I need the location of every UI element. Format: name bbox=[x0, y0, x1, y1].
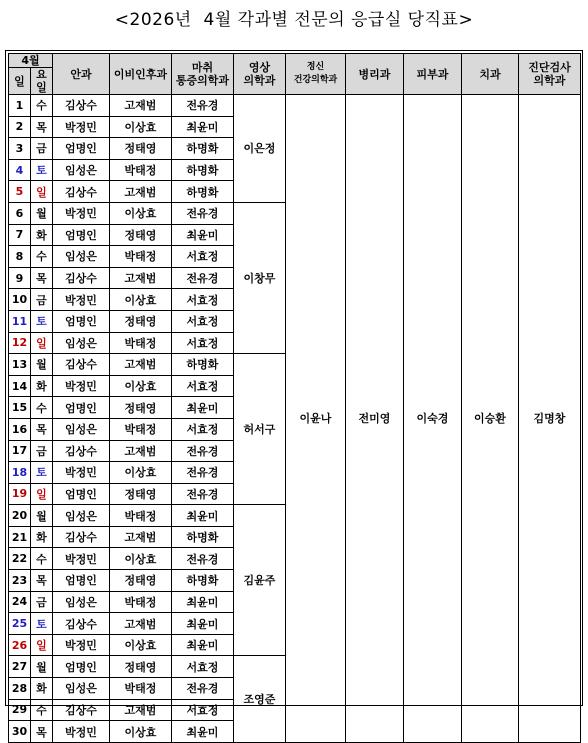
day-cell: 2 bbox=[9, 116, 31, 138]
anesthesiology-cell: 하명화 bbox=[172, 526, 234, 548]
ophthalmology-cell: 임성은 bbox=[53, 591, 110, 613]
weekday-cell: 토 bbox=[31, 310, 53, 332]
anesthesiology-cell: 최윤미 bbox=[172, 721, 234, 743]
ophthalmology-cell: 박정민 bbox=[53, 462, 110, 484]
ophthalmology-cell: 엄명인 bbox=[53, 397, 110, 419]
anesthesiology-cell: 최윤미 bbox=[172, 397, 234, 419]
ent-cell: 정태영 bbox=[110, 224, 172, 246]
anesthesiology-cell: 최윤미 bbox=[172, 505, 234, 527]
anesthesiology-cell: 전유경 bbox=[172, 548, 234, 570]
psychiatry-cell: 이윤나 bbox=[286, 95, 346, 743]
ent-cell: 정태영 bbox=[110, 656, 172, 678]
day-cell: 4 bbox=[9, 159, 31, 181]
day-cell: 27 bbox=[9, 656, 31, 678]
col-header-text: 진단검사 의학과 bbox=[528, 61, 571, 87]
day-cell: 8 bbox=[9, 246, 31, 268]
pathology-cell: 전미영 bbox=[346, 95, 404, 743]
weekday-cell: 금 bbox=[31, 138, 53, 160]
weekday-cell: 수 bbox=[31, 548, 53, 570]
col-header-text: 정신 건강의학과 bbox=[293, 62, 338, 85]
ent-cell: 이상효 bbox=[110, 375, 172, 397]
ophthalmology-cell: 김상수 bbox=[53, 440, 110, 462]
day-cell: 24 bbox=[9, 591, 31, 613]
day-cell: 15 bbox=[9, 397, 31, 419]
day-cell: 16 bbox=[9, 418, 31, 440]
day-cell: 22 bbox=[9, 548, 31, 570]
weekday-cell: 일 bbox=[31, 332, 53, 354]
ent-cell: 고재범 bbox=[110, 354, 172, 376]
col-header: 이비인후과 bbox=[110, 54, 172, 95]
col-header: 피부과 bbox=[404, 54, 462, 95]
radiology-cell: 이창무 bbox=[234, 202, 286, 353]
anesthesiology-cell: 전유경 bbox=[172, 95, 234, 117]
day-cell: 25 bbox=[9, 613, 31, 635]
ophthalmology-cell: 김상수 bbox=[53, 613, 110, 635]
duty-roster-table bbox=[8, 53, 581, 743]
day-cell: 30 bbox=[9, 721, 31, 743]
ophthalmology-cell: 박정민 bbox=[53, 634, 110, 656]
anesthesiology-cell: 하명화 bbox=[172, 354, 234, 376]
ent-cell: 정태영 bbox=[110, 138, 172, 160]
anesthesiology-cell: 서효정 bbox=[172, 246, 234, 268]
anesthesiology-cell: 서효정 bbox=[172, 375, 234, 397]
weekday-header: 요일 bbox=[31, 68, 53, 95]
anesthesiology-cell: 서효정 bbox=[172, 418, 234, 440]
col-header bbox=[286, 54, 346, 95]
ent-cell: 이상효 bbox=[110, 548, 172, 570]
weekday-cell: 토 bbox=[31, 159, 53, 181]
ophthalmology-cell: 임성은 bbox=[53, 246, 110, 268]
ophthalmology-cell: 엄명인 bbox=[53, 656, 110, 678]
day-cell: 11 bbox=[9, 310, 31, 332]
col-header: 안과 bbox=[53, 54, 110, 95]
ent-cell: 이상효 bbox=[110, 289, 172, 311]
weekday-cell: 목 bbox=[31, 570, 53, 592]
ophthalmology-cell: 임성은 bbox=[53, 678, 110, 700]
ent-cell: 박태정 bbox=[110, 246, 172, 268]
anesthesiology-cell: 최윤미 bbox=[172, 591, 234, 613]
day-cell: 13 bbox=[9, 354, 31, 376]
ent-cell: 고재범 bbox=[110, 613, 172, 635]
ent-cell: 박태정 bbox=[110, 591, 172, 613]
day-cell: 20 bbox=[9, 505, 31, 527]
ent-cell: 박태정 bbox=[110, 418, 172, 440]
anesthesiology-cell: 전유경 bbox=[172, 202, 234, 224]
ent-cell: 고재범 bbox=[110, 699, 172, 721]
ophthalmology-cell: 박정민 bbox=[53, 116, 110, 138]
weekday-cell: 목 bbox=[31, 721, 53, 743]
weekday-cell: 화 bbox=[31, 678, 53, 700]
col-header bbox=[172, 54, 234, 95]
ophthalmology-cell: 김상수 bbox=[53, 699, 110, 721]
ent-cell: 고재범 bbox=[110, 95, 172, 117]
weekday-cell: 금 bbox=[31, 440, 53, 462]
day-cell: 5 bbox=[9, 181, 31, 203]
anesthesiology-cell: 최윤미 bbox=[172, 224, 234, 246]
anesthesiology-cell: 서효정 bbox=[172, 699, 234, 721]
ent-cell: 이상효 bbox=[110, 721, 172, 743]
ent-cell: 정태영 bbox=[110, 570, 172, 592]
col-header: 병리과 bbox=[346, 54, 404, 95]
ent-cell: 정태영 bbox=[110, 483, 172, 505]
day-cell: 14 bbox=[9, 375, 31, 397]
anesthesiology-cell: 전유경 bbox=[172, 483, 234, 505]
ophthalmology-cell: 박정민 bbox=[53, 202, 110, 224]
weekday-cell: 월 bbox=[31, 202, 53, 224]
day-cell: 21 bbox=[9, 526, 31, 548]
day-cell: 26 bbox=[9, 634, 31, 656]
ophthalmology-cell: 박정민 bbox=[53, 721, 110, 743]
day-cell: 3 bbox=[9, 138, 31, 160]
anesthesiology-cell: 하명화 bbox=[172, 570, 234, 592]
weekday-cell: 금 bbox=[31, 289, 53, 311]
weekday-cell: 수 bbox=[31, 246, 53, 268]
weekday-cell: 목 bbox=[31, 418, 53, 440]
table-row bbox=[9, 95, 581, 117]
weekday-cell: 토 bbox=[31, 613, 53, 635]
ent-cell: 이상효 bbox=[110, 202, 172, 224]
anesthesiology-cell: 서효정 bbox=[172, 332, 234, 354]
weekday-cell: 금 bbox=[31, 591, 53, 613]
dentistry-cell: 이승환 bbox=[462, 95, 519, 743]
col-header bbox=[519, 54, 581, 95]
day-cell: 10 bbox=[9, 289, 31, 311]
radiology-cell: 허서구 bbox=[234, 354, 286, 505]
weekday-cell: 화 bbox=[31, 526, 53, 548]
ophthalmology-cell: 박정민 bbox=[53, 289, 110, 311]
ent-cell: 이상효 bbox=[110, 116, 172, 138]
lab-medicine-cell: 김명창 bbox=[519, 95, 581, 743]
weekday-cell: 목 bbox=[31, 116, 53, 138]
day-cell: 6 bbox=[9, 202, 31, 224]
anesthesiology-cell: 최윤미 bbox=[172, 613, 234, 635]
ophthalmology-cell: 박정민 bbox=[53, 375, 110, 397]
ophthalmology-cell: 엄명인 bbox=[53, 224, 110, 246]
day-cell: 12 bbox=[9, 332, 31, 354]
anesthesiology-cell: 하명화 bbox=[172, 181, 234, 203]
radiology-cell: 이은정 bbox=[234, 95, 286, 203]
ent-cell: 이상효 bbox=[110, 462, 172, 484]
day-cell: 29 bbox=[9, 699, 31, 721]
col-header: 치과 bbox=[462, 54, 519, 95]
ophthalmology-cell: 엄명인 bbox=[53, 570, 110, 592]
ent-cell: 박태정 bbox=[110, 505, 172, 527]
ophthalmology-cell: 엄명인 bbox=[53, 483, 110, 505]
ophthalmology-cell: 김상수 bbox=[53, 181, 110, 203]
ent-cell: 고재범 bbox=[110, 440, 172, 462]
anesthesiology-cell: 하명화 bbox=[172, 138, 234, 160]
anesthesiology-cell: 최윤미 bbox=[172, 116, 234, 138]
col-header-text: 마취 통증의학과 bbox=[175, 61, 230, 87]
day-cell: 17 bbox=[9, 440, 31, 462]
ophthalmology-cell: 엄명인 bbox=[53, 138, 110, 160]
ent-cell: 박태정 bbox=[110, 332, 172, 354]
anesthesiology-cell: 서효정 bbox=[172, 289, 234, 311]
ophthalmology-cell: 임성은 bbox=[53, 418, 110, 440]
col-header bbox=[234, 54, 286, 95]
ent-cell: 정태영 bbox=[110, 310, 172, 332]
anesthesiology-cell: 전유경 bbox=[172, 267, 234, 289]
weekday-cell: 수 bbox=[31, 95, 53, 117]
page-title: <2026년 4월 각과별 전문의 응급실 당직표> bbox=[114, 10, 474, 30]
day-cell: 18 bbox=[9, 462, 31, 484]
ent-cell: 고재범 bbox=[110, 267, 172, 289]
weekday-cell: 일 bbox=[31, 634, 53, 656]
ophthalmology-cell: 김상수 bbox=[53, 267, 110, 289]
radiology-cell: 김윤주 bbox=[234, 505, 286, 656]
ent-cell: 박태정 bbox=[110, 678, 172, 700]
anesthesiology-cell: 하명화 bbox=[172, 159, 234, 181]
weekday-cell: 토 bbox=[31, 462, 53, 484]
month-header: 4월 bbox=[9, 54, 53, 68]
weekday-cell: 월 bbox=[31, 505, 53, 527]
anesthesiology-cell: 서효정 bbox=[172, 656, 234, 678]
anesthesiology-cell: 전유경 bbox=[172, 678, 234, 700]
anesthesiology-cell: 전유경 bbox=[172, 462, 234, 484]
weekday-cell: 수 bbox=[31, 699, 53, 721]
day-cell: 7 bbox=[9, 224, 31, 246]
weekday-cell: 월 bbox=[31, 354, 53, 376]
anesthesiology-cell: 최윤미 bbox=[172, 634, 234, 656]
weekday-cell: 월 bbox=[31, 656, 53, 678]
dermatology-cell: 이숙경 bbox=[404, 95, 462, 743]
weekday-cell: 수 bbox=[31, 397, 53, 419]
ophthalmology-cell: 임성은 bbox=[53, 332, 110, 354]
weekday-cell: 일 bbox=[31, 181, 53, 203]
day-cell: 1 bbox=[9, 95, 31, 117]
ent-cell: 이상효 bbox=[110, 634, 172, 656]
day-header: 일 bbox=[9, 68, 31, 95]
anesthesiology-cell: 전유경 bbox=[172, 440, 234, 462]
day-cell: 28 bbox=[9, 678, 31, 700]
weekday-cell: 화 bbox=[31, 224, 53, 246]
anesthesiology-cell: 서효정 bbox=[172, 310, 234, 332]
weekday-cell: 목 bbox=[31, 267, 53, 289]
ophthalmology-cell: 박정민 bbox=[53, 548, 110, 570]
ophthalmology-cell: 김상수 bbox=[53, 526, 110, 548]
ophthalmology-cell: 김상수 bbox=[53, 95, 110, 117]
radiology-cell: 조영준 bbox=[234, 656, 286, 742]
day-cell: 19 bbox=[9, 483, 31, 505]
ent-cell: 박태정 bbox=[110, 159, 172, 181]
roster-body bbox=[9, 95, 581, 743]
ophthalmology-cell: 임성은 bbox=[53, 159, 110, 181]
day-cell: 9 bbox=[9, 267, 31, 289]
day-cell: 23 bbox=[9, 570, 31, 592]
ent-cell: 고재범 bbox=[110, 526, 172, 548]
ent-cell: 정태영 bbox=[110, 397, 172, 419]
col-header-text: 영상 의학과 bbox=[243, 61, 276, 87]
weekday-cell: 일 bbox=[31, 483, 53, 505]
weekday-cell: 화 bbox=[31, 375, 53, 397]
ent-cell: 고재범 bbox=[110, 181, 172, 203]
ophthalmology-cell: 김상수 bbox=[53, 354, 110, 376]
ophthalmology-cell: 엄명인 bbox=[53, 310, 110, 332]
ophthalmology-cell: 임성은 bbox=[53, 505, 110, 527]
